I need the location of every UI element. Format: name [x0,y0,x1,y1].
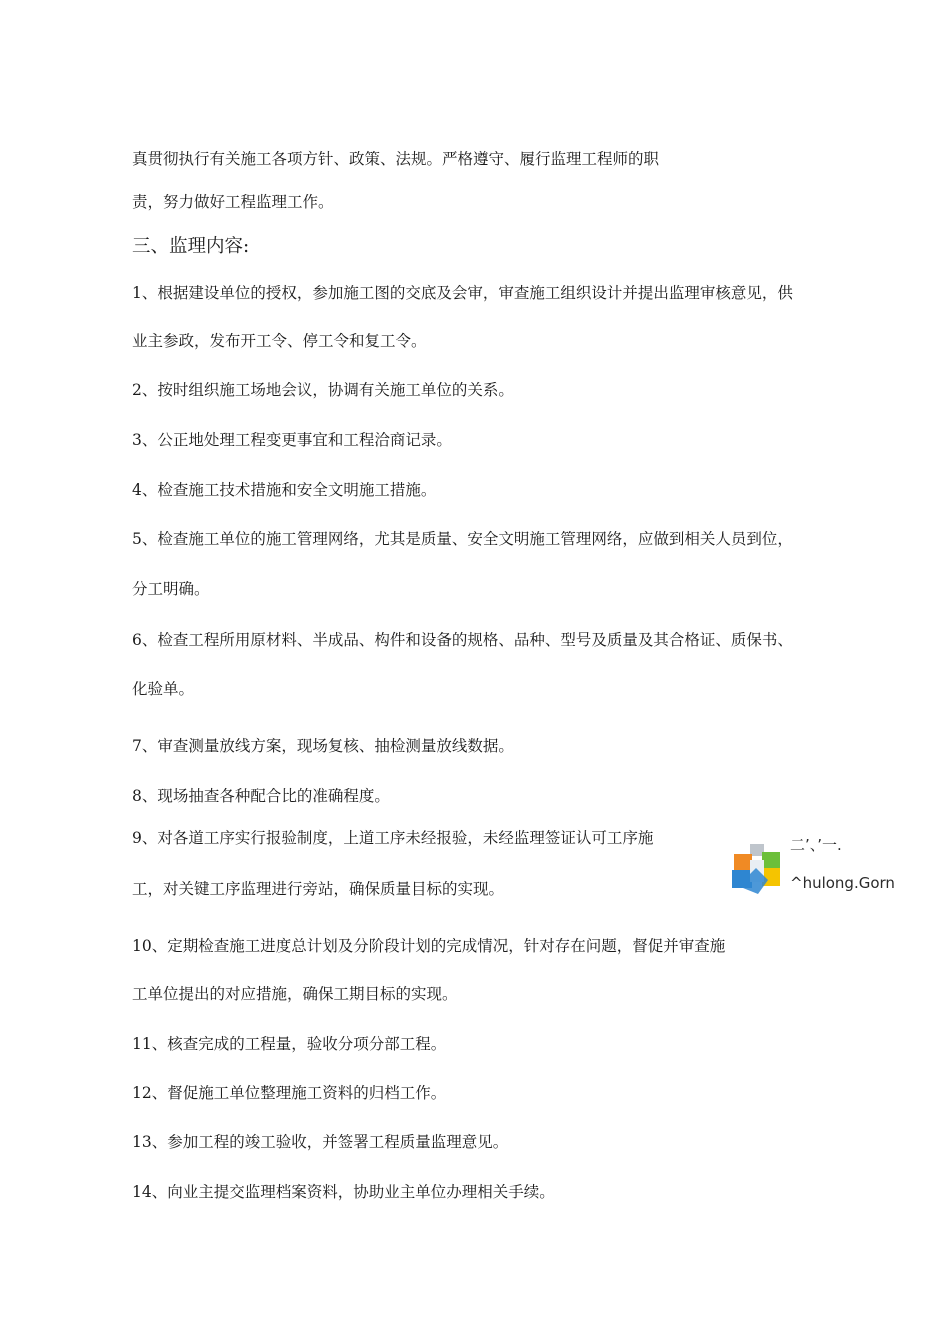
item-10-line-2: 工单位提出的对应措施，确保工期目标的实现。 [132,985,458,1003]
text-line-2: 责，努力做好工程监理工作。 [132,193,334,211]
item-13: 13、参加工程的竣工验收，并签署工程质量监理意见。 [132,1133,509,1151]
item-1-line-2: 业主参政，发布开工令、停工令和复工令。 [132,332,427,350]
item-2: 2、按时组织施工场地会议，协调有关施工单位的关系。 [132,381,514,399]
item-9-line-1: 9、对各道工序实行报验制度，上道工序未经报验，未经监理签证认可工序施 [132,829,654,847]
item-5-line-2: 分工明确。 [132,580,210,598]
logo-tile-green [762,852,780,868]
colorful-cube-logo-icon [728,840,788,898]
item-10-line-1: 10、定期检查施工进度总计划及分阶段计划的完成情况，针对存在问题，督促并审查施 [132,937,726,955]
logo-tile-gray [750,844,764,856]
text-line-1: 真贯彻执行有关施工各项方针、政策、法规。严格遵守、履行监理工程师的职 [132,150,660,168]
item-1-line-1: 1、根据建设单位的授权，参加施工图的交底及会审，审查施工组织设计并提出监理审核意见，供 [132,284,793,302]
item-5-line-1: 5、检查施工单位的施工管理网络，尤其是质量、安全文明施工管理网络，应做到相关人员到位， [132,530,793,548]
item-12: 12、督促施工单位整理施工资料的归档工作。 [132,1084,447,1102]
item-4: 4、检查施工技术措施和安全文明施工措施。 [132,481,437,499]
item-14: 14、向业主提交监理档案资料，协助业主单位办理相关手续。 [132,1183,555,1201]
logo-tile-orange [734,854,752,870]
item-11: 11、核查完成的工程量，验收分项分部工程。 [132,1035,447,1053]
item-6-line-1: 6、检查工程所用原材料、半成品、构件和设备的规格、品种、型号及质量及其合格证、质保书、 [132,631,793,649]
section-heading: 三、监理内容: [132,236,250,257]
watermark-brand-text: ^hulong.Gorn [790,874,895,892]
item-7: 7、审查测量放线方案，现场复核、抽检测量放线数据。 [132,737,514,755]
item-6-line-2: 化验单。 [132,680,195,698]
item-9-line-2: 工，对关键工序监理进行旁站，确保质量目标的实现。 [132,880,505,898]
logo-tiles [732,844,780,894]
watermark-artifact-text: 二’、’一. [790,836,842,854]
item-3: 3、公正地处理工程变更事宜和工程洽商记录。 [132,431,452,449]
item-8: 8、现场抽查各种配合比的准确程度。 [132,787,390,805]
